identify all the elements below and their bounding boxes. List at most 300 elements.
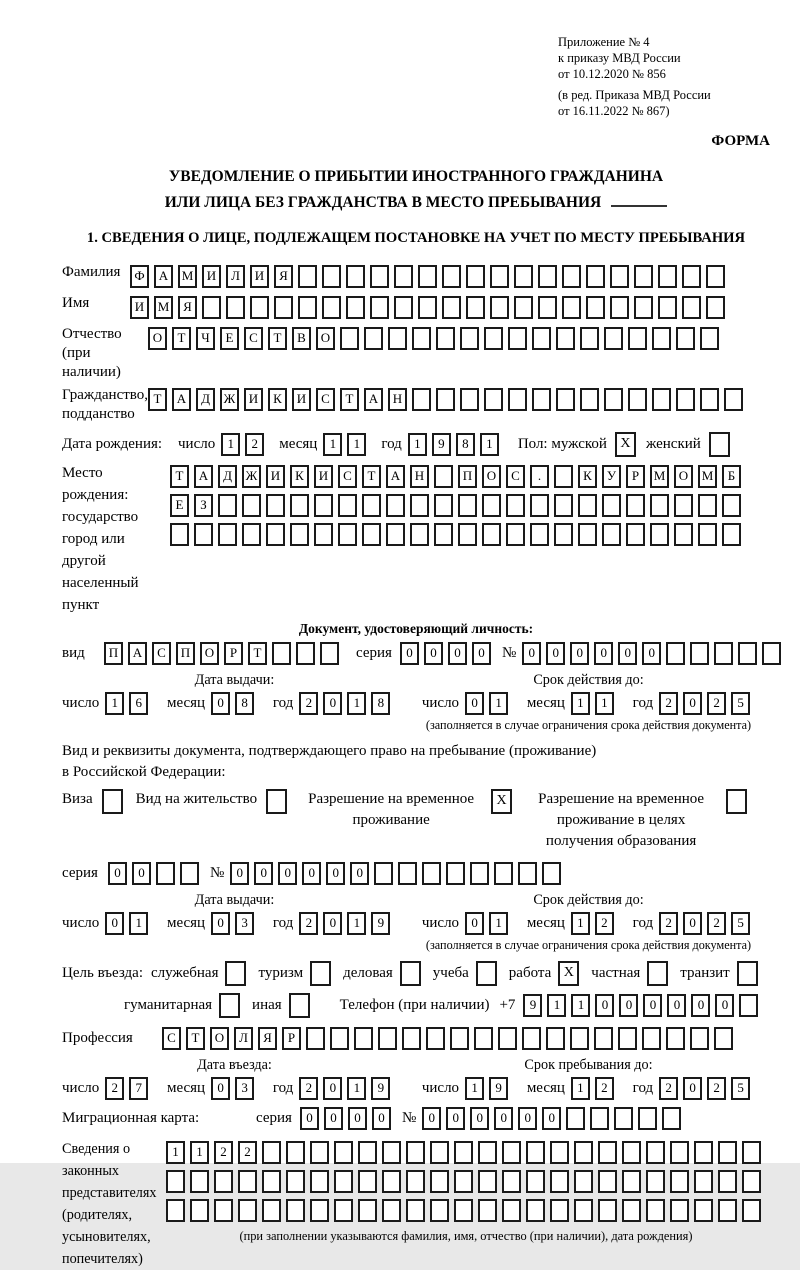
form-cell bbox=[354, 1027, 373, 1050]
sex-male-label: Пол: мужской bbox=[517, 436, 607, 452]
form-cell bbox=[574, 1199, 593, 1222]
form-cell bbox=[394, 296, 413, 319]
form-cell bbox=[406, 1170, 425, 1193]
form-cell bbox=[314, 494, 333, 517]
purpose-item-label: служебная bbox=[150, 964, 219, 981]
form-cell bbox=[598, 1199, 617, 1222]
option-temp-residence-education-checkbox[interactable] bbox=[726, 789, 747, 814]
form-cell: 2 bbox=[299, 1077, 318, 1100]
option-label-line: проживание в целях bbox=[556, 812, 686, 828]
option-temp-residence-checkbox[interactable]: X bbox=[491, 789, 512, 814]
form-cell: С bbox=[162, 1027, 181, 1050]
form-cell: И bbox=[292, 388, 311, 411]
form-cell bbox=[638, 1107, 657, 1130]
form-cell: 0 bbox=[446, 1107, 465, 1130]
form-cell: 2 bbox=[659, 692, 678, 715]
form-title-line1: УВЕДОМЛЕНИЕ О ПРИБЫТИИ ИНОСТРАННОГО ГРАЖДАНИНА bbox=[168, 168, 664, 185]
form-cell bbox=[682, 265, 701, 288]
citizenship-cells bbox=[148, 386, 748, 413]
form-cell: 1 bbox=[323, 433, 342, 456]
birth-place-label-line: Место рождения: bbox=[62, 465, 129, 503]
form-cell: 2 bbox=[214, 1141, 233, 1164]
form-cell: 1 bbox=[347, 1077, 366, 1100]
form-cell bbox=[562, 296, 581, 319]
year-label: год bbox=[632, 695, 654, 711]
purpose-humanitarian-checkbox[interactable] bbox=[219, 993, 240, 1018]
form-cell: С bbox=[506, 465, 525, 488]
form-cell bbox=[562, 265, 581, 288]
form-cell bbox=[658, 296, 677, 319]
citizenship-label bbox=[62, 386, 148, 424]
form-cell bbox=[286, 1199, 305, 1222]
form-cell bbox=[482, 494, 501, 517]
form-cell bbox=[526, 1199, 545, 1222]
form-cell bbox=[262, 1170, 281, 1193]
form-cell bbox=[622, 1170, 641, 1193]
option-residence-permit-checkbox[interactable] bbox=[266, 789, 287, 814]
purpose-official-checkbox[interactable] bbox=[225, 961, 246, 986]
form-cell: О bbox=[210, 1027, 229, 1050]
purpose-private-checkbox[interactable] bbox=[647, 961, 668, 986]
form-cell bbox=[290, 523, 309, 546]
form-cell: П bbox=[458, 465, 477, 488]
migration-card-label: Миграционная карта: bbox=[62, 1110, 200, 1126]
patronymic-label bbox=[62, 325, 148, 382]
legal-reps-block bbox=[62, 1138, 770, 1270]
form-cell: 9 bbox=[371, 912, 390, 935]
form-cell: Т bbox=[248, 642, 267, 665]
form-cell bbox=[556, 388, 575, 411]
form-cell: Н bbox=[410, 465, 429, 488]
doc-expiry-month bbox=[571, 695, 619, 711]
form-cell bbox=[514, 296, 533, 319]
form-cell bbox=[382, 1199, 401, 1222]
form-cell bbox=[156, 862, 175, 885]
form-cell bbox=[310, 1199, 329, 1222]
form-cell bbox=[442, 296, 461, 319]
doc-issue-col bbox=[62, 671, 407, 733]
day-label: число bbox=[62, 1080, 100, 1096]
form-cell bbox=[242, 494, 261, 517]
form-cell bbox=[474, 1027, 493, 1050]
form-cell bbox=[382, 1170, 401, 1193]
sex-male-checkbox[interactable]: X bbox=[615, 432, 636, 457]
form-cell bbox=[466, 296, 485, 319]
legal-reps-label-line: законных bbox=[62, 1163, 119, 1179]
permit-series-label: серия bbox=[62, 865, 98, 881]
sex-group bbox=[518, 431, 740, 458]
form-cell: О bbox=[148, 327, 167, 350]
form-cell bbox=[532, 327, 551, 350]
form-cell bbox=[346, 265, 365, 288]
year-label: год bbox=[272, 1080, 294, 1096]
form-cell: Т bbox=[148, 388, 167, 411]
form-cell bbox=[310, 1141, 329, 1164]
form-cell bbox=[334, 1199, 353, 1222]
form-cell: Т bbox=[362, 465, 381, 488]
purpose-item-label: транзит bbox=[680, 964, 730, 981]
purpose-business-checkbox[interactable] bbox=[400, 961, 421, 986]
form-cell: 6 bbox=[129, 692, 148, 715]
month-label: месяц bbox=[526, 1080, 565, 1096]
doc-expiry-day bbox=[465, 695, 513, 711]
permit-issue-col bbox=[62, 891, 407, 953]
form-cell bbox=[218, 523, 237, 546]
form-cell: 9 bbox=[371, 1077, 390, 1100]
entry-month bbox=[211, 1080, 259, 1096]
form-cell bbox=[330, 1027, 349, 1050]
doc-expiry-title: Срок действия до: bbox=[533, 672, 644, 688]
form-cell bbox=[514, 265, 533, 288]
form-cell bbox=[506, 494, 525, 517]
form-cell bbox=[586, 296, 605, 319]
form-cell: 0 bbox=[472, 642, 491, 665]
purpose-item bbox=[252, 993, 310, 1018]
form-cell bbox=[430, 1199, 449, 1222]
patronymic-label-line: (при наличии) bbox=[62, 345, 121, 380]
purpose-item bbox=[591, 961, 668, 986]
option-label-line: Разрешение на временное bbox=[538, 791, 705, 807]
form-cell: 0 bbox=[211, 1077, 230, 1100]
form-cell bbox=[646, 1199, 665, 1222]
form-cell bbox=[738, 642, 757, 665]
form-cell bbox=[739, 994, 758, 1017]
purpose-other-checkbox[interactable] bbox=[289, 993, 310, 1018]
permit-number-label: № bbox=[209, 865, 225, 881]
entry-date-row bbox=[62, 1074, 407, 1103]
form-cell bbox=[574, 1170, 593, 1193]
form-cell: Т bbox=[186, 1027, 205, 1050]
option-temp-residence-label bbox=[300, 789, 482, 831]
legal-reps-label-line: попечителях) bbox=[62, 1251, 143, 1267]
form-cell bbox=[694, 1199, 713, 1222]
form-cell: И bbox=[250, 265, 269, 288]
form-cell: С bbox=[338, 465, 357, 488]
form-cell: 0 bbox=[323, 1077, 342, 1100]
form-cell bbox=[434, 465, 453, 488]
form-cell bbox=[418, 265, 437, 288]
form-cell: 2 bbox=[707, 912, 726, 935]
form-cell bbox=[554, 494, 573, 517]
form-cell: 2 bbox=[299, 692, 318, 715]
form-cell: Я bbox=[274, 265, 293, 288]
form-cell: Т bbox=[268, 327, 287, 350]
form-cell: М bbox=[154, 296, 173, 319]
purpose-item-label: гуманитарная bbox=[124, 996, 213, 1013]
patronymic-row bbox=[62, 325, 770, 382]
form-cell: 0 bbox=[422, 1107, 441, 1130]
form-cell: 1 bbox=[480, 433, 499, 456]
purpose-item bbox=[258, 961, 331, 986]
form-cell: 0 bbox=[518, 1107, 537, 1130]
form-cell: Я bbox=[178, 296, 197, 319]
form-cell bbox=[262, 1141, 281, 1164]
permit-expiry-row bbox=[407, 909, 770, 938]
form-cell bbox=[666, 1027, 685, 1050]
form-cell: 1 bbox=[595, 692, 614, 715]
form-cell: 0 bbox=[470, 1107, 489, 1130]
form-cell: 8 bbox=[456, 433, 475, 456]
month-label: месяц bbox=[166, 915, 206, 931]
form-cell bbox=[334, 1141, 353, 1164]
form-cell: Б bbox=[722, 465, 741, 488]
form-cell: П bbox=[176, 642, 195, 665]
form-cell: 0 bbox=[105, 912, 124, 935]
form-cell bbox=[422, 862, 441, 885]
form-cell: 2 bbox=[595, 1077, 614, 1100]
form-cell bbox=[698, 523, 717, 546]
form-cell bbox=[666, 642, 685, 665]
phone-label: Телефон (при наличии) bbox=[339, 997, 490, 1013]
form-cell bbox=[410, 494, 429, 517]
form-cell bbox=[628, 327, 647, 350]
form-cell bbox=[718, 1141, 737, 1164]
day-label: число bbox=[62, 915, 100, 931]
form-cell: 0 bbox=[546, 642, 565, 665]
form-cell: 1 bbox=[221, 433, 240, 456]
permit-expiry-col bbox=[407, 891, 770, 953]
form-cell bbox=[286, 1141, 305, 1164]
option-label-line: получения образования bbox=[545, 833, 697, 849]
form-cell: 0 bbox=[683, 912, 702, 935]
form-cell: 2 bbox=[238, 1141, 257, 1164]
form-cell: 1 bbox=[571, 912, 590, 935]
purpose-transit-checkbox[interactable] bbox=[737, 961, 758, 986]
form-cell: 0 bbox=[302, 862, 321, 885]
option-temp-residence-education bbox=[525, 789, 747, 852]
form-cell: 0 bbox=[211, 912, 230, 935]
annex-line: к приказу МВД России bbox=[558, 51, 681, 65]
form-cell bbox=[484, 388, 503, 411]
form-cell bbox=[296, 642, 315, 665]
form-cell bbox=[250, 296, 269, 319]
form-cell bbox=[358, 1199, 377, 1222]
form-cell bbox=[604, 388, 623, 411]
doc-series-label: серия bbox=[356, 645, 392, 661]
purpose-label: Цель въезда: bbox=[62, 965, 143, 981]
form-cell bbox=[662, 1107, 681, 1130]
permit-expiry-month bbox=[571, 915, 619, 931]
surname-label: Фамилия bbox=[62, 264, 121, 280]
form-cell: 1 bbox=[347, 692, 366, 715]
form-cell: 2 bbox=[659, 912, 678, 935]
form-cell bbox=[580, 388, 599, 411]
permit-series-row bbox=[62, 860, 770, 887]
form-cell bbox=[322, 265, 341, 288]
form-cell bbox=[570, 1027, 589, 1050]
permit-issue-title: Дата выдачи: bbox=[194, 892, 275, 908]
form-cell: 2 bbox=[659, 1077, 678, 1100]
form-cell: С bbox=[316, 388, 335, 411]
option-visa bbox=[62, 789, 123, 852]
citizenship-label-line: Гражданство, bbox=[62, 387, 149, 403]
annex-line: от 10.12.2020 № 856 bbox=[558, 67, 666, 81]
form-cell: 0 bbox=[132, 862, 151, 885]
form-cell bbox=[478, 1170, 497, 1193]
form-cell: А bbox=[194, 465, 213, 488]
form-cell: 0 bbox=[323, 912, 342, 935]
migration-card-row bbox=[62, 1105, 770, 1132]
form-cell bbox=[574, 1141, 593, 1164]
form-cell bbox=[484, 327, 503, 350]
year-label: год bbox=[381, 436, 402, 452]
permit-dates bbox=[62, 891, 770, 953]
form-cell bbox=[466, 265, 485, 288]
form-cell bbox=[378, 1027, 397, 1050]
year-label: год bbox=[272, 915, 294, 931]
permit-expiry-year bbox=[659, 915, 755, 931]
doc-expiry-note: (заполняется в случае ограничения срока действия документа) bbox=[425, 718, 752, 732]
birth-place-block bbox=[62, 462, 770, 616]
doc-expiry-row bbox=[407, 689, 770, 718]
purpose-item bbox=[124, 993, 240, 1018]
form-cell bbox=[626, 494, 645, 517]
form-cell bbox=[690, 642, 709, 665]
form-cell: 0 bbox=[400, 642, 419, 665]
form-cell bbox=[454, 1141, 473, 1164]
form-cell: 1 bbox=[105, 692, 124, 715]
form-cell bbox=[634, 265, 653, 288]
form-cell bbox=[718, 1199, 737, 1222]
form-cell bbox=[394, 265, 413, 288]
doc-number-cells bbox=[522, 640, 786, 667]
day-label: число bbox=[421, 695, 460, 711]
form-cell bbox=[646, 1170, 665, 1193]
form-cell bbox=[506, 523, 525, 546]
form-cell bbox=[578, 523, 597, 546]
form-cell bbox=[652, 388, 671, 411]
form-cell bbox=[430, 1141, 449, 1164]
stay-month bbox=[571, 1080, 619, 1096]
form-cell bbox=[628, 388, 647, 411]
form-cell: 1 bbox=[465, 1077, 484, 1100]
purpose-item-label: работа bbox=[508, 964, 552, 981]
purpose-item-label: учеба bbox=[432, 964, 469, 981]
form-cell bbox=[166, 1170, 185, 1193]
profession-row bbox=[62, 1025, 770, 1052]
permit-series-cells bbox=[108, 860, 204, 887]
sex-female-checkbox[interactable] bbox=[709, 432, 730, 457]
form-cell bbox=[670, 1170, 689, 1193]
purpose-item bbox=[343, 961, 421, 986]
form-cell: Л bbox=[234, 1027, 253, 1050]
form-cell bbox=[386, 523, 405, 546]
form-cell: 0 bbox=[300, 1107, 319, 1130]
form-cell bbox=[410, 523, 429, 546]
form-title bbox=[62, 164, 770, 216]
form-cell bbox=[508, 388, 527, 411]
form-cell: 0 bbox=[108, 862, 127, 885]
form-cell bbox=[454, 1170, 473, 1193]
form-cell bbox=[436, 388, 455, 411]
form-cell: 0 bbox=[350, 862, 369, 885]
form-cell bbox=[676, 388, 695, 411]
form-cell bbox=[642, 1027, 661, 1050]
form-cell: Ф bbox=[130, 265, 149, 288]
birth-place-row2 bbox=[170, 491, 746, 520]
form-cell bbox=[470, 862, 489, 885]
doc-series-cells bbox=[400, 640, 496, 667]
purpose-item bbox=[433, 961, 497, 986]
form-cell bbox=[478, 1141, 497, 1164]
title-blank-line bbox=[611, 193, 667, 207]
form-cell bbox=[518, 862, 537, 885]
form-cell bbox=[442, 265, 461, 288]
form-cell bbox=[714, 1027, 733, 1050]
form-cell: И bbox=[244, 388, 263, 411]
form-cell bbox=[650, 523, 669, 546]
profession-cells bbox=[162, 1025, 738, 1052]
purpose-item bbox=[151, 961, 247, 986]
purpose-study-checkbox[interactable] bbox=[476, 961, 497, 986]
phone-cells bbox=[523, 992, 763, 1019]
form-cell bbox=[580, 327, 599, 350]
form-cell bbox=[742, 1141, 761, 1164]
form-cell bbox=[298, 265, 317, 288]
form-cell bbox=[622, 1199, 641, 1222]
purpose-item-label: частная bbox=[591, 964, 641, 981]
form-cell bbox=[266, 523, 285, 546]
form-cell: 0 bbox=[254, 862, 273, 885]
form-cell: 1 bbox=[129, 912, 148, 935]
form-cell bbox=[694, 1141, 713, 1164]
doc-number-label: № bbox=[501, 645, 517, 661]
birth-place-label-line: государство bbox=[62, 509, 139, 525]
option-visa-checkbox[interactable] bbox=[102, 789, 123, 814]
form-cell bbox=[554, 465, 573, 488]
form-cell bbox=[542, 862, 561, 885]
purpose-work-checkbox[interactable]: X bbox=[558, 961, 579, 986]
form-cell bbox=[538, 265, 557, 288]
form-cell bbox=[722, 494, 741, 517]
purpose-tourism-checkbox[interactable] bbox=[310, 961, 331, 986]
form-cell bbox=[578, 494, 597, 517]
form-cell bbox=[490, 265, 509, 288]
form-cell bbox=[382, 1141, 401, 1164]
form-cell bbox=[338, 494, 357, 517]
form-cell bbox=[306, 1027, 325, 1050]
form-cell: М bbox=[698, 465, 717, 488]
form-cell: 0 bbox=[372, 1107, 391, 1130]
form-cell: 0 bbox=[323, 692, 342, 715]
form-cell bbox=[614, 1107, 633, 1130]
form-cell bbox=[618, 1027, 637, 1050]
option-label-line: Разрешение на временное bbox=[308, 791, 475, 807]
form-cell bbox=[550, 1199, 569, 1222]
doc-issue-day bbox=[105, 695, 153, 711]
birth-year-cells bbox=[408, 431, 504, 458]
form-cell bbox=[358, 1170, 377, 1193]
form-title-line2: ИЛИ ЛИЦА БЕЗ ГРАЖДАНСТВА В МЕСТО ПРЕБЫВАНИЯ bbox=[62, 190, 770, 216]
form-cell bbox=[362, 523, 381, 546]
form-cell bbox=[214, 1199, 233, 1222]
form-cell: 2 bbox=[707, 1077, 726, 1100]
form-cell: Т bbox=[172, 327, 191, 350]
citizenship-row bbox=[62, 386, 770, 424]
form-cell bbox=[430, 1170, 449, 1193]
form-cell: 9 bbox=[523, 994, 542, 1017]
form-cell bbox=[370, 296, 389, 319]
form-cell bbox=[180, 862, 199, 885]
form-cell: 1 bbox=[489, 912, 508, 935]
form-cell: 8 bbox=[235, 692, 254, 715]
form-cell: 3 bbox=[235, 912, 254, 935]
form-cell bbox=[262, 1199, 281, 1222]
form-cell bbox=[538, 296, 557, 319]
entry-day bbox=[105, 1080, 153, 1096]
form-cell bbox=[322, 296, 341, 319]
form-cell bbox=[652, 327, 671, 350]
